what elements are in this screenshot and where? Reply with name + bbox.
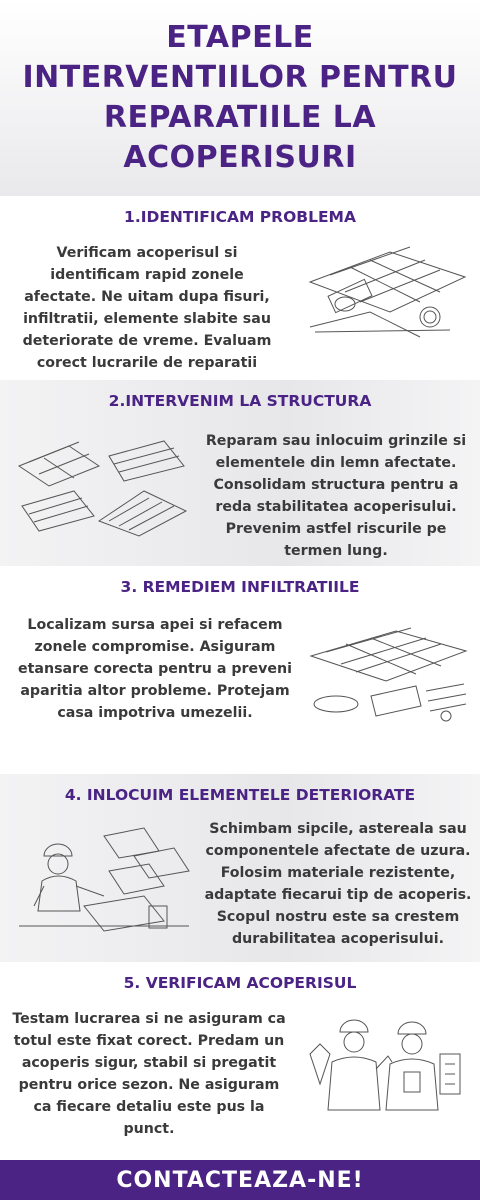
section-heading: 5. VERIFICAM ACOPERISUL <box>123 974 357 992</box>
section-identify <box>0 196 480 380</box>
section-infiltrations <box>0 566 480 774</box>
section-text: Reparam sau inlocuim grinzile si elementele din lemn afectate. Consolidam structura pentru a reda stabilitatea acoperisului. Prevenim astfel riscurile pe termen lung. <box>205 433 467 559</box>
section-text: Localizam sursa apei si refacem zonele compromise. Asiguram etansare corecta pentru a preveni aparitia altor probleme. Protejam casa impotriva umezelii. <box>18 617 292 721</box>
section-replace <box>0 774 480 962</box>
section-text: Testam lucrarea si ne asiguram ca totul este fixat corect. Predam un acoperis sigur, stabil si pregatit pentru orice sezon. Ne asiguram ca fiecare detaliu este pus la punct. <box>12 1011 286 1137</box>
workers-thumbs-up-illustration <box>300 1014 466 1114</box>
section-structure <box>0 380 480 566</box>
section-verify <box>0 962 480 1160</box>
section-heading: 3. REMEDIEM INFILTRATIILE <box>120 578 360 596</box>
section-text: Verificam acoperisul si identificam rapid zonele afectate. Ne uitam dupa fisuri, infiltratii, elemente slabite sau deteriorate de vreme. Evaluam corect lucrarile de reparatii <box>22 245 272 371</box>
roof-structure-illustration <box>14 436 190 540</box>
contact-cta-label[interactable]: CONTACTEAZA-NE! <box>116 1167 364 1193</box>
worker-replacing-tiles-illustration <box>14 826 194 934</box>
roof-inspection-illustration <box>300 242 470 342</box>
page-title: ETAPELE INTERVENTIILOR PENTRU REPARATIILE LA ACOPERISURI <box>22 20 458 175</box>
section-heading: 4. INLOCUIM ELEMENTELE DETERIORATE <box>64 786 416 804</box>
section-text: Schimbam sipcile, astereala sau componentele afectate de uzura. Folosim materiale rezistente, adaptate fiecarui tip de acoperis. Scopul nostru este sa crestem durabilitatea acoperisului. <box>204 821 472 947</box>
section-heading: 1.IDENTIFICAM PROBLEMA <box>124 208 356 226</box>
contact-banner[interactable] <box>0 1160 480 1200</box>
roof-sealing-illustration <box>306 626 470 726</box>
page-header <box>0 0 480 196</box>
section-heading: 2.INTERVENIM LA STRUCTURA <box>108 392 372 410</box>
